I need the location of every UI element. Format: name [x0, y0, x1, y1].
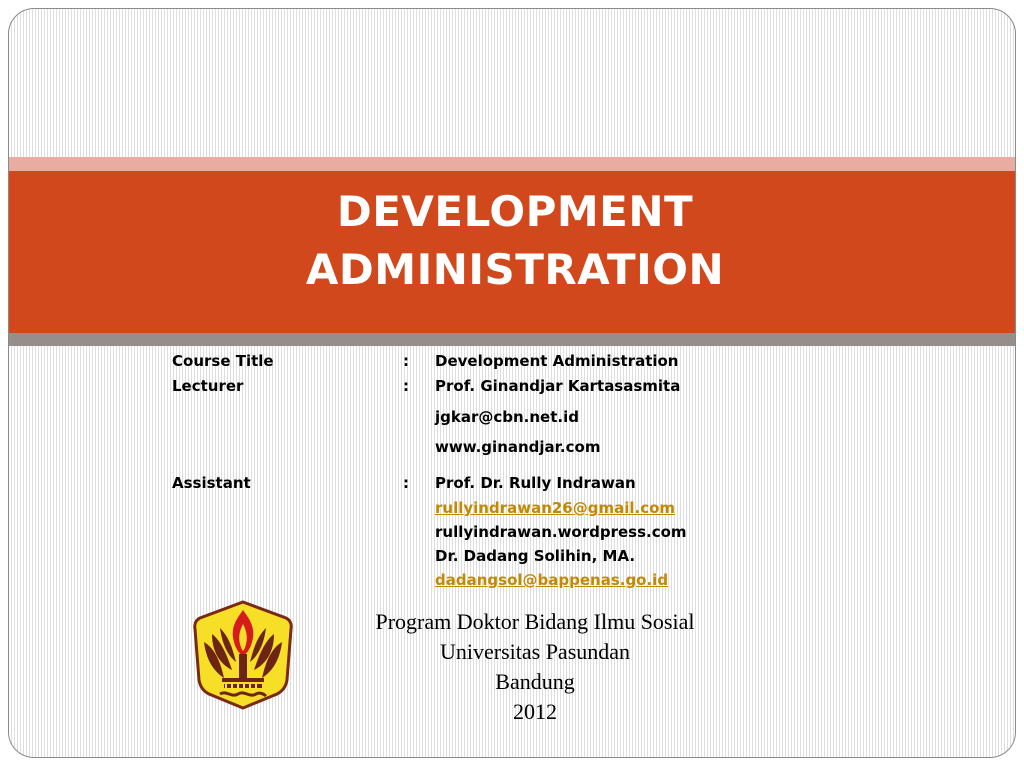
- assistant2-email-link[interactable]: dadangsol@bappenas.go.id: [435, 571, 669, 589]
- lecturer-email[interactable]: jgkar@cbn.net.id: [435, 408, 579, 426]
- assistant1-email-link[interactable]: rullyindrawan26@gmail.com: [435, 499, 676, 517]
- title-line-1: DEVELOPMENT: [336, 187, 694, 236]
- assistant1-name: Prof. Dr. Rully Indrawan: [435, 474, 636, 492]
- course-title-colon: :: [403, 352, 409, 370]
- assistant-label: Assistant: [172, 474, 251, 492]
- lecturer-name: Prof. Ginandjar Kartasasmita: [435, 377, 681, 395]
- program-info: [300, 607, 770, 727]
- lecturer-colon: :: [403, 377, 409, 395]
- course-title-label: Course Title: [172, 352, 274, 370]
- year: 2012: [513, 699, 557, 724]
- course-title-value: Development Administration: [435, 352, 679, 370]
- program-name: Program Doktor Bidang Ilmu Sosial: [375, 609, 695, 634]
- university-emblem-icon: [190, 598, 296, 710]
- university-name: Universitas Pasundan: [439, 639, 631, 664]
- assistant2-name: Dr. Dadang Solihin, MA.: [435, 547, 636, 565]
- assistant-colon: :: [403, 474, 409, 492]
- lecturer-website[interactable]: www.ginandjar.com: [435, 438, 601, 456]
- title-line-2: ADMINISTRATION: [305, 245, 725, 294]
- lecturer-label: Lecturer: [172, 377, 244, 395]
- assistant1-blog[interactable]: rullyindrawan.wordpress.com: [435, 523, 687, 541]
- city-name: Bandung: [495, 669, 575, 694]
